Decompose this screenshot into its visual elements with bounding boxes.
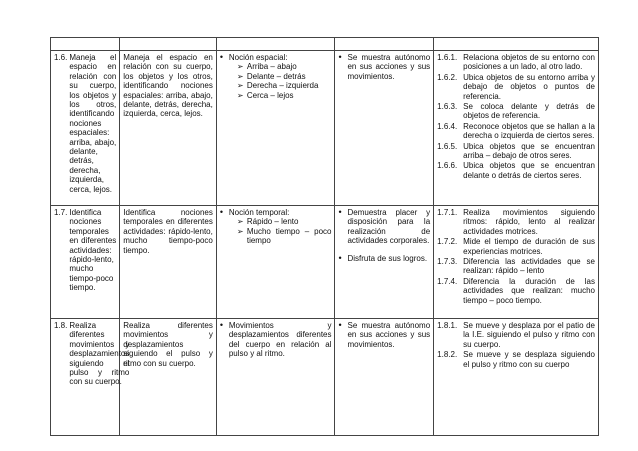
knowledge-title: • Noción espacial: ➢ Arriba – abajo ➢ Delante – detrás ➢ Derecha – izquierda ➢ Cerca – lejos	[220, 53, 332, 100]
objective-number: 1.6.2.	[437, 72, 458, 82]
indicator-text: Maneja el espacio en relación con su cuerpo, los objetos y los otros, identificando nociones espaciales: arriba, abajo, delante, detrás, derecha, izquierda, cerca, lejos.	[69, 53, 117, 194]
indicator-text: Identifica nociones temporales en diferentes actividades: rápido-lento, mucho tiempo-poco tiempo.	[69, 208, 117, 293]
capacity-cell: Identifica nociones temporales en diferentes actividades: rápido-lento, mucho tiempo-poco tiempo.	[120, 206, 217, 319]
knowledge-subitem: ➢ Delante – detrás	[237, 72, 332, 81]
objective-item	[437, 350, 595, 369]
objective-text: Diferencia las actividades que se realizan: rápido – lento	[463, 257, 595, 276]
objective-text: Se mueve y se desplaza siguiendo el pulso y ritmo con su cuerpo	[463, 350, 595, 369]
row-number: 1.7.	[54, 208, 68, 217]
objectives-cell	[434, 206, 599, 319]
table-row	[51, 51, 599, 206]
objective-number: 1.8.1.	[437, 321, 458, 330]
objectives-cell	[434, 51, 599, 206]
indicator-cell	[51, 319, 130, 436]
objective-text: Mide el tiempo de duración de sus experiencias motrices.	[463, 237, 595, 256]
objective-number: 1.8.2.	[437, 350, 458, 360]
objective-text: Se coloca delante y detrás de objetos de referencia.	[463, 102, 595, 121]
blank-cell	[120, 38, 217, 51]
objective-text: Se mueve y desplaza por el patio de la I.E. siguiendo el pulso y ritmo con su cuerpo.	[463, 321, 595, 349]
objective-number: 1.7.4.	[437, 276, 458, 286]
attitude-item: • Demuestra placer y disposición para la realización de actividades corporales.	[338, 208, 430, 246]
blank-cell	[51, 38, 120, 51]
objective-item	[437, 53, 595, 72]
objective-text: Reconoce objetos que se hallan a la derecha o izquierda de ciertos seres.	[463, 121, 595, 141]
objective-item	[437, 122, 595, 141]
knowledge-cell	[216, 319, 335, 436]
blank-cell	[335, 38, 434, 51]
objective-item	[437, 102, 595, 121]
knowledge-cell	[216, 51, 335, 206]
objective-text: Relaciona objetos de su entorno con posiciones a un lado, al otro lado.	[463, 53, 595, 72]
objective-text: Ubica objetos que se encuentran delante o detrás de ciertos seres.	[463, 161, 595, 180]
capacity-cell: Realiza diferentes movimientos y desplazamientos siguiendo el pulso y ritmo con su cuerpo.	[120, 319, 217, 436]
knowledge-title: • Noción temporal: ➢ Rápido – lento ➢ Mucho tiempo – poco tiempo	[220, 208, 332, 246]
indicator-text: Realiza diferentes movimientos y desplazamientos siguiendo el pulso y ritmo con su cuerpo.	[69, 321, 130, 387]
knowledge-cell	[216, 206, 335, 319]
knowledge-subitem: ➢ Rápido – lento	[237, 217, 332, 226]
attitude-item: • Se muestra autónomo en sus acciones y sus movimientos.	[338, 53, 430, 81]
objective-text: Realiza movimientos siguiendo ritmos: rápido, lento al realizar actividades motrices.	[463, 208, 595, 236]
indicator-cell	[51, 51, 120, 206]
blank-cell	[216, 38, 335, 51]
objectives-cell	[434, 319, 599, 436]
objective-item	[437, 73, 595, 101]
objective-number: 1.7.3.	[437, 257, 458, 267]
objective-number: 1.7.1.	[437, 208, 458, 217]
objective-number: 1.6.4.	[437, 121, 458, 131]
objective-item	[437, 208, 595, 236]
curriculum-table	[50, 37, 599, 436]
blank-header-row	[51, 38, 599, 51]
capacity-cell: Maneja el espacio en relación con su cuerpo, los objetos y los otros, identificando nociones espaciales: arriba, abajo, delante, detrás, derecha, izquierda, cerca, lejos.	[120, 51, 217, 206]
knowledge-subitem: ➢ Derecha – izquierda	[237, 81, 332, 90]
indicator-cell	[51, 206, 120, 319]
table-row	[51, 319, 599, 436]
attitudes-cell	[335, 51, 434, 206]
attitude-item: • Se muestra autónomo en sus acciones y sus movimientos.	[338, 321, 430, 349]
objective-text: Ubica objetos de su entorno arriba y debajo de objetos o puntos de referencia.	[463, 72, 595, 101]
knowledge-subitem: ➢ Cerca – lejos	[237, 91, 332, 100]
blank-cell	[434, 38, 599, 51]
objective-number: 1.6.3.	[437, 102, 458, 112]
objective-item	[437, 277, 595, 305]
objective-text: Diferencia la duración de las actividades que realizan: mucho tiempo – poco tiempo.	[463, 276, 595, 305]
objective-item	[437, 142, 595, 161]
objective-number: 1.6.5.	[437, 141, 458, 151]
attitude-item: • Disfruta de sus logros.	[338, 254, 430, 263]
table-row	[51, 206, 599, 319]
knowledge-subitem: ➢ Arriba – abajo	[237, 62, 332, 71]
objective-item	[437, 321, 595, 349]
objective-item	[437, 161, 595, 180]
objective-number: 1.7.2.	[437, 237, 458, 247]
objective-text: Ubica objetos que se encuentran arriba – debajo de otros seres.	[463, 141, 595, 161]
objective-number: 1.6.1.	[437, 53, 458, 62]
attitudes-cell	[335, 206, 434, 319]
objective-item	[437, 237, 595, 256]
knowledge-subitem: ➢ Mucho tiempo – poco tiempo	[237, 227, 332, 246]
objective-number: 1.6.6.	[437, 161, 458, 171]
row-number: 1.8.	[54, 321, 68, 330]
knowledge-title: • Movimientos y desplazamientos diferentes del cuerpo en relación al pulso y al ritmo.	[220, 321, 332, 359]
attitudes-cell	[335, 319, 434, 436]
objective-item	[437, 257, 595, 276]
row-number: 1.6.	[54, 53, 68, 62]
